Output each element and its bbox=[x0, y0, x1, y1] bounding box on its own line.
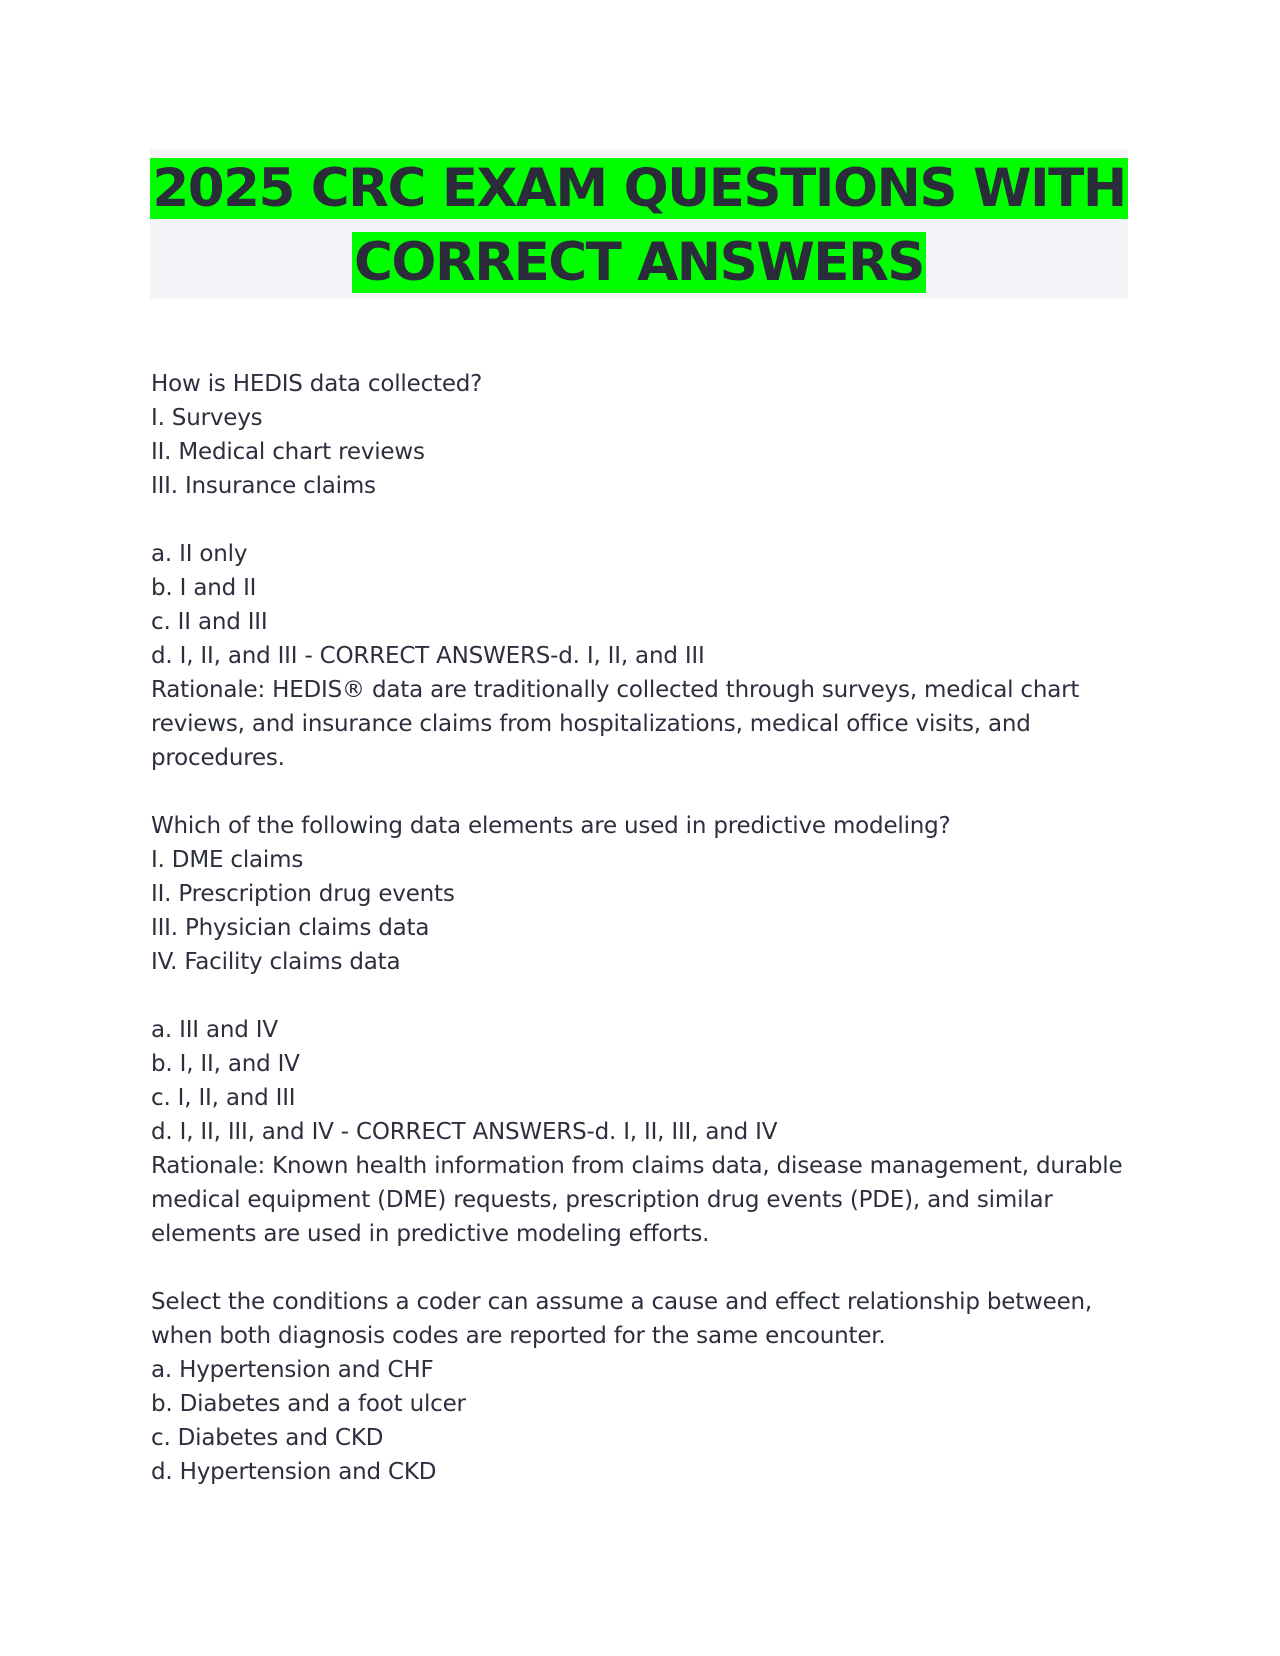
title-line-1: 2025 CRC EXAM QUESTIONS WITH bbox=[152, 158, 1126, 219]
list-item: III. Insurance claims bbox=[151, 473, 376, 499]
rationale: Rationale: HEDIS® data are traditionally collected through surveys, medical chart reviews, and insurance claims from hospitalizations, medical office visits, and procedures. bbox=[151, 677, 1080, 771]
title-line-2: CORRECT ANSWERS bbox=[354, 232, 924, 293]
answer-option: b. I, II, and IV bbox=[151, 1051, 300, 1077]
list-item: IV. Facility claims data bbox=[151, 949, 401, 975]
answer-option: d. Hypertension and CKD bbox=[151, 1459, 437, 1485]
list-item: II. Prescription drug events bbox=[151, 881, 455, 907]
list-item: I. Surveys bbox=[151, 405, 263, 431]
question-block bbox=[151, 809, 1131, 1251]
rationale: Rationale: Known health information from claims data, disease management, durable medical equipment (DME) requests, prescription drug events (PDE), and similar elements are used in predictive modeling efforts. bbox=[151, 1153, 1123, 1247]
list-item: I. DME claims bbox=[151, 847, 304, 873]
question-prompt: Select the conditions a coder can assume a cause and effect relationship between, when both diagnosis codes are reported for the same encounter. bbox=[151, 1289, 1093, 1349]
spacer bbox=[151, 979, 1131, 1013]
answer-option: b. I and II bbox=[151, 575, 257, 601]
spacer bbox=[151, 503, 1131, 537]
question-block bbox=[151, 367, 1131, 775]
answer-option: c. II and III bbox=[151, 609, 268, 635]
answer-option: a. III and IV bbox=[151, 1017, 278, 1043]
answer-option: a. Hypertension and CHF bbox=[151, 1357, 434, 1383]
question-prompt: How is HEDIS data collected? bbox=[151, 371, 483, 397]
question-prompt: Which of the following data elements are used in predictive modeling? bbox=[151, 813, 951, 839]
answer-option: c. I, II, and III bbox=[151, 1085, 296, 1111]
document-title bbox=[150, 149, 1128, 300]
list-item: III. Physician claims data bbox=[151, 915, 430, 941]
document-body bbox=[151, 367, 1131, 1489]
title-block bbox=[150, 149, 1128, 299]
answer-option: c. Diabetes and CKD bbox=[151, 1425, 384, 1451]
question-block bbox=[151, 1285, 1131, 1489]
answer-option: d. I, II, and III - CORRECT ANSWERS-d. I, II, and III bbox=[151, 643, 705, 669]
answer-option: d. I, II, III, and IV - CORRECT ANSWERS-d. I, II, III, and IV bbox=[151, 1119, 778, 1145]
spacer bbox=[151, 775, 1131, 809]
answer-option: b. Diabetes and a foot ulcer bbox=[151, 1391, 466, 1417]
answer-option: a. II only bbox=[151, 541, 248, 567]
spacer bbox=[151, 1251, 1131, 1285]
list-item: II. Medical chart reviews bbox=[151, 439, 425, 465]
